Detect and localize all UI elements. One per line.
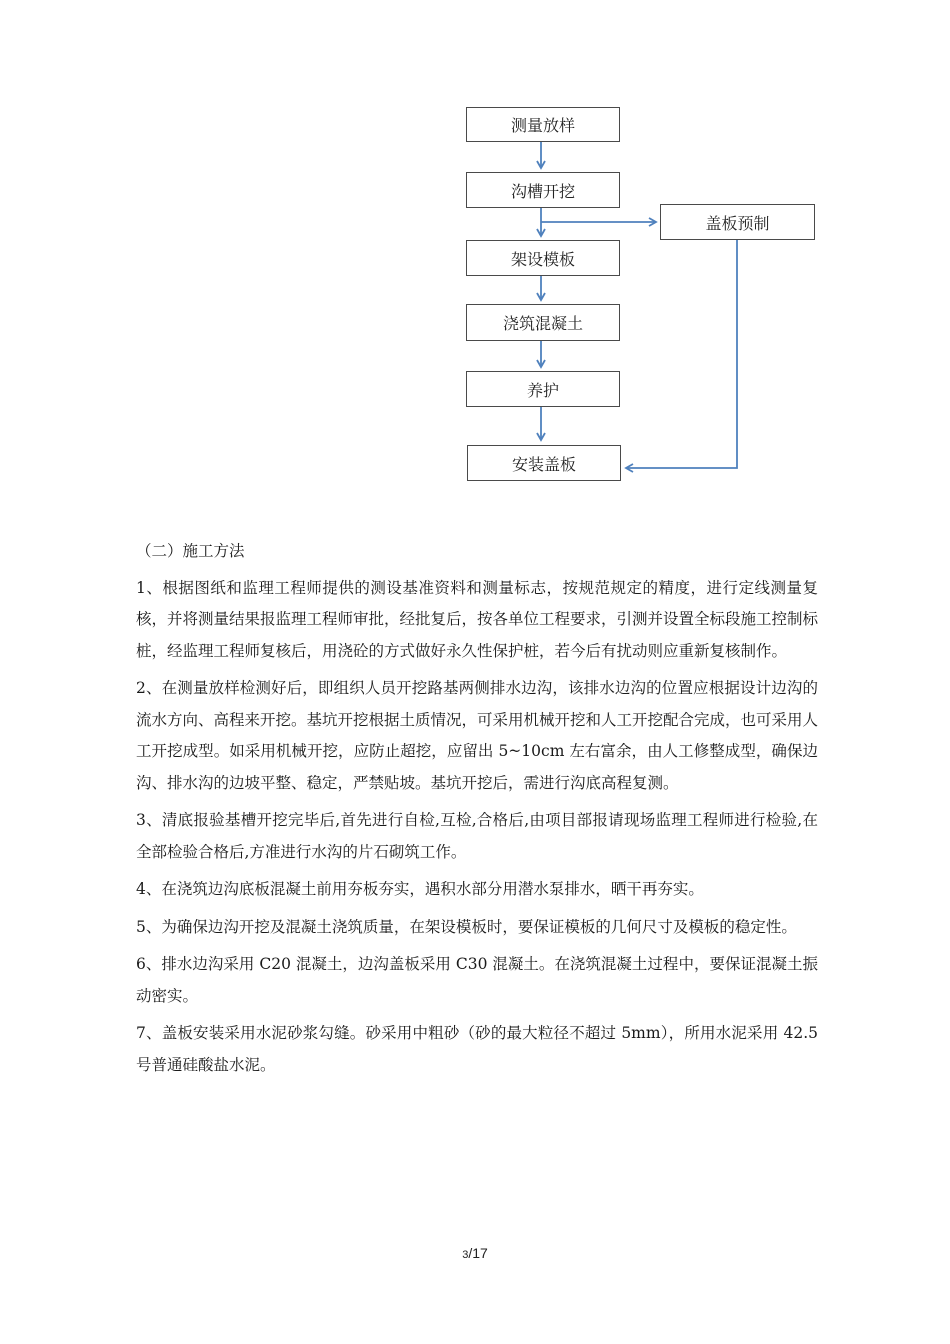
paragraph-5: 5、为确保边沟开挖及混凝土浇筑质量，在架设模板时，要保证模板的几何尺寸及模板的稳定性。 — [136, 917, 797, 936]
paragraph-1: 1、根据图纸和监理工程师提供的测设基准资料和测量标志，按规范规定的精度，进行定线测量复核，并将测量结果报监理工程师审批，经批复后，按各单位工程要求，引测并设置全标段施工控制标桩，经监理工程师复核后，用浇砼的方式做好永久性保护桩，若今后有扰动则应重新复核制作。 — [136, 578, 819, 660]
arrow-return — [626, 240, 737, 468]
construction-flowchart — [0, 0, 950, 500]
step-formwork: 架设模板 — [466, 240, 620, 276]
paragraph-4: 4、在浇筑边沟底板混凝土前用夯板夯实，遇积水部分用潜水泵排水，晒干再夯实。 — [136, 880, 704, 898]
page-separator: / — [468, 1245, 473, 1261]
page-number — [0, 1245, 950, 1261]
paragraph-3: 3、清底报验基槽开挖完毕后,首先进行自检,互检,合格后,由项目部报请现场监理工程师进行检验,在全部检验合格后,方准进行水沟的片石砌筑工作。 — [136, 811, 818, 861]
paragraph-7: 7、盖板安装采用水泥砂浆勾缝。砂采用中粗砂（砂的最大粒径不超过 5mm），所用水泥采用 42.5 号普通硅酸盐水泥。 — [136, 1024, 818, 1074]
step-pour-concrete: 浇筑混凝土 — [466, 304, 620, 341]
section-heading: （二）施工方法 — [136, 542, 245, 560]
page-total: 17 — [472, 1245, 488, 1261]
step-trench-excavation: 沟槽开挖 — [466, 172, 620, 208]
step-cover-precast: 盖板预制 — [660, 204, 815, 240]
paragraph-6: 6、排水边沟采用 C20 混凝土，边沟盖板采用 C30 混凝土。在浇筑混凝土过程中，要保证混凝土振动密实。 — [136, 955, 818, 1005]
construction-method-section — [136, 536, 818, 1087]
paragraph-2: 2、在测量放样检测好后，即组织人员开挖路基两侧排水边沟，该排水边沟的位置应根据设计边沟的流水方向、高程来开挖。基坑开挖根据土质情况，可采用机械开挖和人工开挖配合完成，也可采用人工开挖成型。如采用机械开挖，应防止超挖，应留出 5~10cm 左右富余，由人工修整成型，确保边沟、排水沟的边坡平整、稳定，严禁贴坡。基坑开挖后，需进行沟底高程复测。 — [136, 679, 819, 792]
step-install-cover: 安装盖板 — [467, 445, 621, 481]
page-current: 3 — [462, 1249, 469, 1261]
step-survey: 测量放样 — [466, 107, 620, 142]
step-curing: 养护 — [466, 371, 620, 407]
